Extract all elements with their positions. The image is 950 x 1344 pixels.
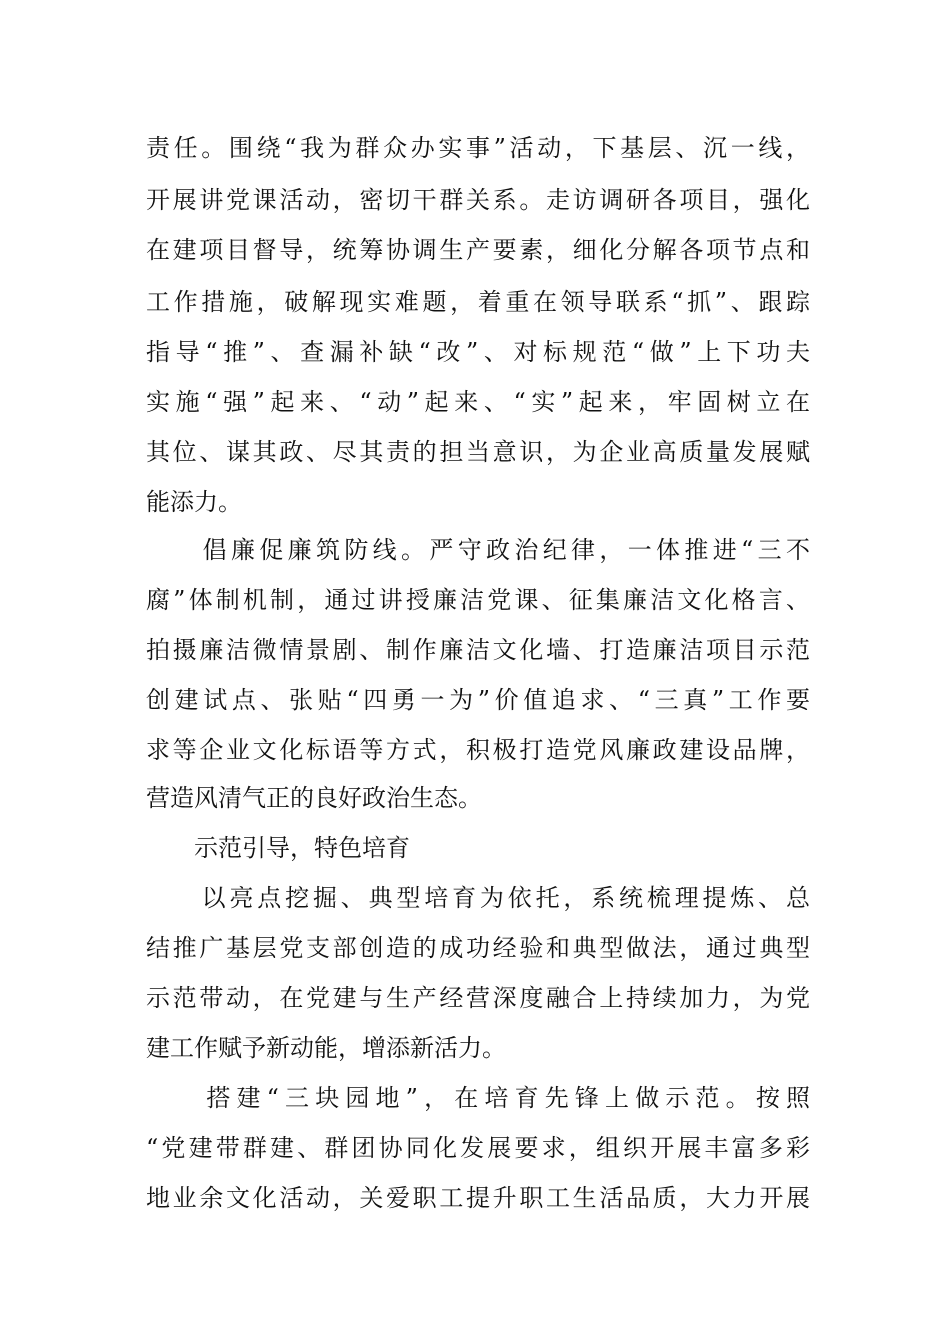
text-line: 地业余文化活动，关爱职工提升职工生活品质，大力开展 <box>146 1184 810 1212</box>
text-line: 建工作赋予新动能，增添新活力。 <box>146 1034 506 1062</box>
text-line: 拍摄廉洁微情景剧、制作廉洁文化墙、打造廉洁项目示范 <box>146 636 810 664</box>
text-line: 营造风清气正的良好政治生态。 <box>146 784 482 812</box>
text-line: 结推广基层党支部创造的成功经验和典型做法，通过典型 <box>146 934 810 962</box>
text-line: 创建试点、张贴“四勇一为”价值追求、“三真”工作要 <box>146 686 810 714</box>
text-line: 倡廉促廉筑防线。严守政治纪律，一体推进“三不 <box>146 536 810 564</box>
text-line: 能添力。 <box>146 488 242 516</box>
text-line: 指导“推”、查漏补缺“改”、对标规范“做”上下功夫 <box>146 338 810 366</box>
text-line: 其位、谋其政、尽其责的担当意识，为企业高质量发展赋 <box>146 438 810 466</box>
text-line: 实施“强”起来、“动”起来、“实”起来，牢固树立在 <box>146 388 810 416</box>
text-line: 求等企业文化标语等方式，积极打造党风廉政建设品牌， <box>146 736 810 764</box>
text-line: 开展讲党课活动，密切干群关系。走访调研各项目，强化 <box>146 186 810 214</box>
text-line: 搭建“三块园地”，在培育先锋上做示范。按照 <box>146 1084 810 1112</box>
text-line: 腐”体制机制，通过讲授廉洁党课、征集廉洁文化格言、 <box>146 586 810 614</box>
text-line: 以亮点挖掘、典型培育为依托，系统梳理提炼、总 <box>146 884 810 912</box>
text-line: 示范带动，在党建与生产经营深度融合上持续加力，为党 <box>146 984 810 1012</box>
text-line: “党建带群建、群团协同化发展要求，组织开展丰富多彩 <box>146 1134 810 1162</box>
section-heading: 示范引导，特色培育 <box>146 834 410 862</box>
text-line: 在建项目督导，统筹协调生产要素，细化分解各项节点和 <box>146 236 810 264</box>
text-line: 责任。围绕“我为群众办实事”活动，下基层、沉一线， <box>146 134 810 162</box>
text-line: 工作措施，破解现实难题，着重在领导联系“抓”、跟踪 <box>146 288 810 316</box>
